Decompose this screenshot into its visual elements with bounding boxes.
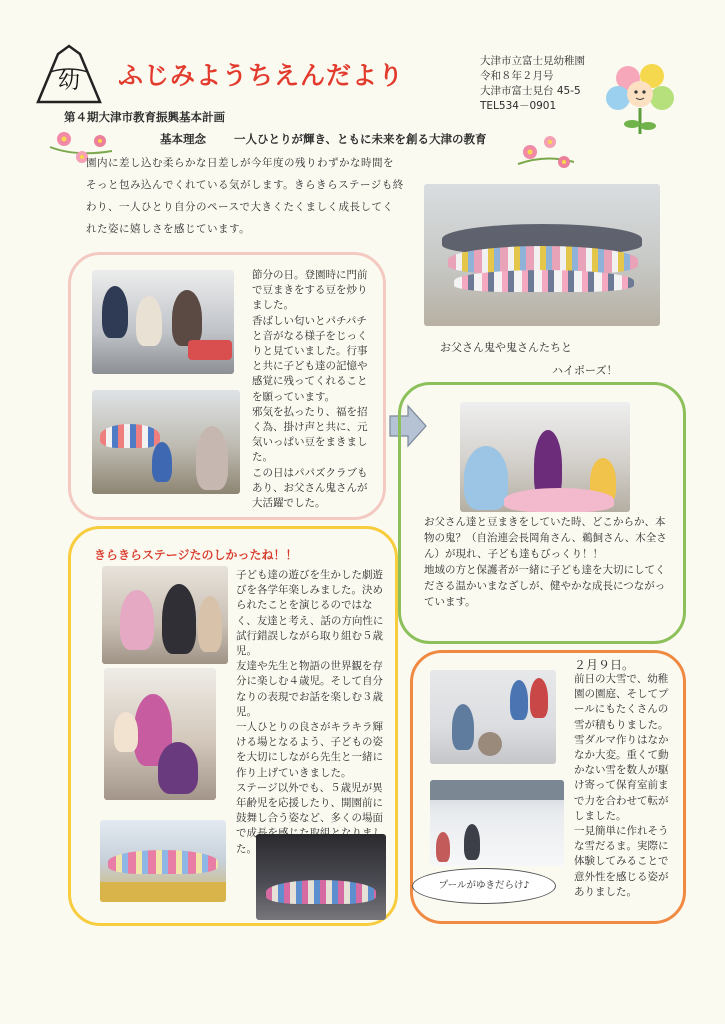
stage-play-photo-2 [104,668,216,800]
setsubun-text: 節分の日。登園時に門前で豆まきをする豆を炒りました。 香ばしい匂いとパチパチと音がなる様子をじっくりと見ていました。行事と共に子ども達の記憶や感覚に残ってくれることを願っています。 邪気を払ったり、福を招く為、掛け声と共に、元気いっぱい豆をまきました。 この日はパパズクラブもあり、お父さん鬼さんが大活躍でした。 [252,269,368,510]
philosophy-label: 基本理念 [160,132,206,146]
flower-kids-icon [600,60,680,140]
stage-text: 子ども達の遊びを生かした劇遊びを各学年楽しみました。決められたことを演じるのではなく、友達と考え、話の方向性に試行錯誤しながら取り組む５歳児。 友達や先生と物語の世界観を存分に楽しむ４歳児。そして自分なりの表現でお話を楽しむ３歳児。 一人ひとりの良さがキラキラ輝ける場となるよう、子どもの姿を大切にしながら先生と一緒に作り上げていきました。 ステージ以外でも、５歳児が異年齢児を応援したり、開園前に鼓舞し合う姿など、多くの場面で成長を感じた取組となりました。 [236,569,384,855]
school-name: 大津市立富士見幼稚園 [480,55,585,67]
mountain-logo-icon [34,42,104,106]
philosophy-statement: 一人ひとりが輝き、ともに未来を創る大津の教育 [234,132,487,146]
group-photo-caption-line2: ハイポーズ！ [552,364,618,377]
education-plan-name: 第４期大津市教育振興基本計画 [64,110,225,124]
stage-title: きらきらステージたのしかったね！！ [94,548,298,562]
pool-speech-bubble: プールがゆきだらけ♪ [412,868,556,904]
snow-text: 前日の大雪で、幼稚園の園庭、そしてプールにもたくさんの雪が積もりました。 雪ダルマ作りはなかなか大変。重くて動かない雪を数人が駆け寄って保育室前まで力を合わせて転がしました。 一見簡単に作れそうな雪だるま。実際に体験してみることで意外性を感じる姿がありました。 [574,673,669,898]
school-address: 大津市富士見台 45-5 [480,85,581,97]
snow-date: ２月９日。 [574,658,635,672]
basic-philosophy [160,131,487,147]
flower-decoration-right-icon [516,128,576,180]
stage-play-photo-1 [102,566,228,664]
bean-throwing-photo [92,390,240,494]
oni-visit-photo [460,402,630,512]
oni-text: お父さん達と豆まきをしていた時、どこからか、本物の鬼？（自治連会長岡角さん、鵜飼さん、木全さん）が現れ、子ども達もびっくり！！ 地域の方と保護者が一緒に子ども達を大切にしてくださる温かいまなざしが、健やかな成長につながっています。 [424,516,667,608]
snowman-photo [430,670,556,764]
svg-text:幼: 幼 [57,69,81,94]
issue-date: 令和８年２月号 [480,70,554,82]
intro-paragraph: 園内に差し込む柔らかな日差しが今年度の残りわずかな時間をそっと包み込んでくれている気がします。きらきらステージも終わり、一人ひとり自分のペースで大きくたくましく成長してくれた姿に嬉しさを感じています。 [86,157,404,235]
school-phone: TEL534－0901 [480,100,557,112]
newsletter-title: ふじみようちえんだより [118,61,405,90]
school-info [480,54,585,114]
roasting-beans-photo [92,270,234,374]
group-photo-caption-line1: お父さん鬼や鬼さんたちと [440,341,572,354]
snowy-pool-photo [430,780,564,866]
stage-performance-photo [100,820,226,902]
group-photo [424,184,660,326]
